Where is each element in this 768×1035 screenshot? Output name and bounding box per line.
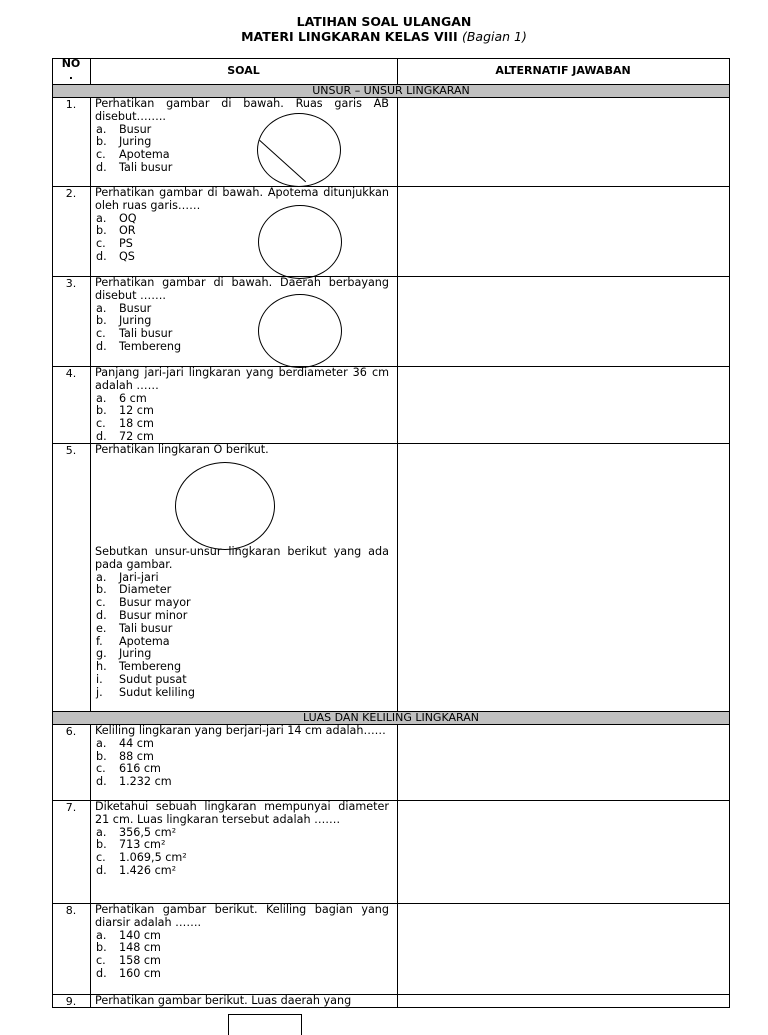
table-border-left: [52, 58, 53, 1008]
option: b. 12 cm: [96, 404, 154, 418]
option: a. Jari-jari: [96, 570, 159, 584]
option: c. 1.069,5 cm²: [96, 851, 187, 865]
question-9: [95, 995, 389, 1008]
answer-options: [95, 303, 389, 354]
option: d. 1.232 cm: [96, 775, 172, 789]
document-title: LATIHAN SOAL ULANGAN: [296, 14, 472, 29]
question-text: Perhatikan lingkaran O berikut.: [95, 443, 269, 456]
question-6: [95, 725, 389, 789]
answer-options: [95, 124, 389, 175]
document-subtitle: [0, 29, 768, 44]
question-number: 9.: [65, 995, 77, 1008]
question-text: Keliling lingkaran yang berjari-jari 14 cm adalah……: [95, 724, 386, 737]
question-number: 5.: [65, 444, 77, 457]
answer-options: [95, 213, 389, 264]
option: c. 616 cm: [96, 762, 161, 776]
header-no: NO .: [61, 57, 81, 82]
option: c. Busur mayor: [96, 596, 191, 610]
circle-figure: [258, 294, 342, 368]
option: d. 1.426 cm²: [96, 863, 177, 877]
option: d. Tali busur: [96, 160, 173, 174]
option: h. Tembereng: [96, 660, 182, 674]
question-table: [52, 58, 730, 1008]
option: e. Tali busur: [96, 621, 173, 635]
option: a. Busur: [96, 301, 152, 315]
option: b. 88 cm: [96, 749, 154, 763]
question-2: [95, 187, 389, 264]
question-5-instructions: [95, 546, 389, 700]
option: j. Sudut keliling: [96, 685, 195, 699]
option: b. Diameter: [96, 583, 172, 597]
answer-options: [95, 827, 389, 878]
subtitle-main: MATERI LINGKARAN KELAS VIII: [241, 29, 458, 44]
answer-options: [95, 738, 389, 789]
circle-figure: [258, 205, 342, 279]
question-4: [95, 367, 389, 444]
table-border-top: [52, 58, 730, 59]
option: c. 18 cm: [96, 417, 154, 431]
option: g. Juring: [96, 647, 152, 661]
question-text: Perhatikan gambar berikut. Keliling bagian yang diarsir adalah …….: [95, 903, 389, 929]
option: d. 72 cm: [96, 429, 154, 443]
option: a. 140 cm: [96, 928, 161, 942]
option: b. Juring: [96, 135, 152, 149]
question-text: Perhatikan gambar berikut. Luas daerah yang: [95, 994, 352, 1007]
option: a. OQ: [96, 211, 137, 225]
figure-box-partial: [228, 1014, 302, 1035]
option: a. 44 cm: [96, 736, 154, 750]
column-divider-soal: [397, 58, 398, 1008]
answer-options: [95, 930, 389, 981]
option: a. Busur: [96, 122, 152, 136]
question-5: [95, 444, 389, 457]
header-jawaban: ALTERNATIF JAWABAN: [495, 64, 631, 77]
section-header-unsur: UNSUR – UNSUR LINGKARAN: [53, 85, 729, 97]
option: d. 160 cm: [96, 966, 161, 980]
question-text: Panjang jari-jari lingkaran yang berdiameter 36 cm adalah ……: [95, 366, 389, 392]
question-number: 6.: [65, 725, 77, 738]
option: b. OR: [96, 224, 136, 238]
question-8: [95, 904, 389, 981]
question-3: [95, 277, 389, 354]
column-divider-no: [90, 58, 91, 1008]
option: d. Tembereng: [96, 339, 182, 353]
question-number: 3.: [65, 277, 77, 290]
question-number: 1.: [65, 98, 77, 111]
option: b. 713 cm²: [96, 838, 166, 852]
question-text: Perhatikan gambar di bawah. Daerah berbayang disebut …….: [95, 276, 389, 302]
option: c. Tali busur: [96, 327, 173, 341]
option: c. 158 cm: [96, 954, 161, 968]
question-text: Perhatikan gambar di bawah. Apotema ditunjukkan oleh ruas garis……: [95, 186, 389, 212]
question-text: Diketahui sebuah lingkaran mempunyai diameter 21 cm. Luas lingkaran tersebut adalah …….: [95, 800, 389, 826]
option: c. PS: [96, 237, 133, 251]
question-7: [95, 801, 389, 878]
header-soal: SOAL: [227, 64, 260, 77]
option: c. Apotema: [96, 148, 170, 162]
answer-options: [95, 572, 389, 700]
table-border-right: [729, 58, 730, 1008]
option: a. 6 cm: [96, 391, 147, 405]
option: b. 148 cm: [96, 941, 161, 955]
option: f. Apotema: [96, 634, 170, 648]
question-number: 2.: [65, 187, 77, 200]
option: a. 356,5 cm²: [96, 825, 177, 839]
option: d. Busur minor: [96, 608, 188, 622]
question-1: [95, 98, 389, 175]
question-text: Perhatikan gambar di bawah. Ruas garis AB disebut……..: [95, 97, 389, 123]
question-text: Sebutkan unsur-unsur lingkaran berikut yang ada pada gambar.: [95, 545, 389, 571]
question-number: 4.: [65, 367, 77, 380]
answer-options: [95, 393, 389, 444]
option: b. Juring: [96, 314, 152, 328]
question-number: 8.: [65, 904, 77, 917]
section-header-luas-keliling: LUAS DAN KELILING LINGKARAN: [53, 712, 729, 724]
question-number: 7.: [65, 801, 77, 814]
option: d. QS: [96, 249, 135, 263]
circle-o-figure: [175, 462, 275, 550]
option: i. Sudut pusat: [96, 672, 187, 686]
subtitle-part: (Bagian 1): [461, 29, 527, 44]
